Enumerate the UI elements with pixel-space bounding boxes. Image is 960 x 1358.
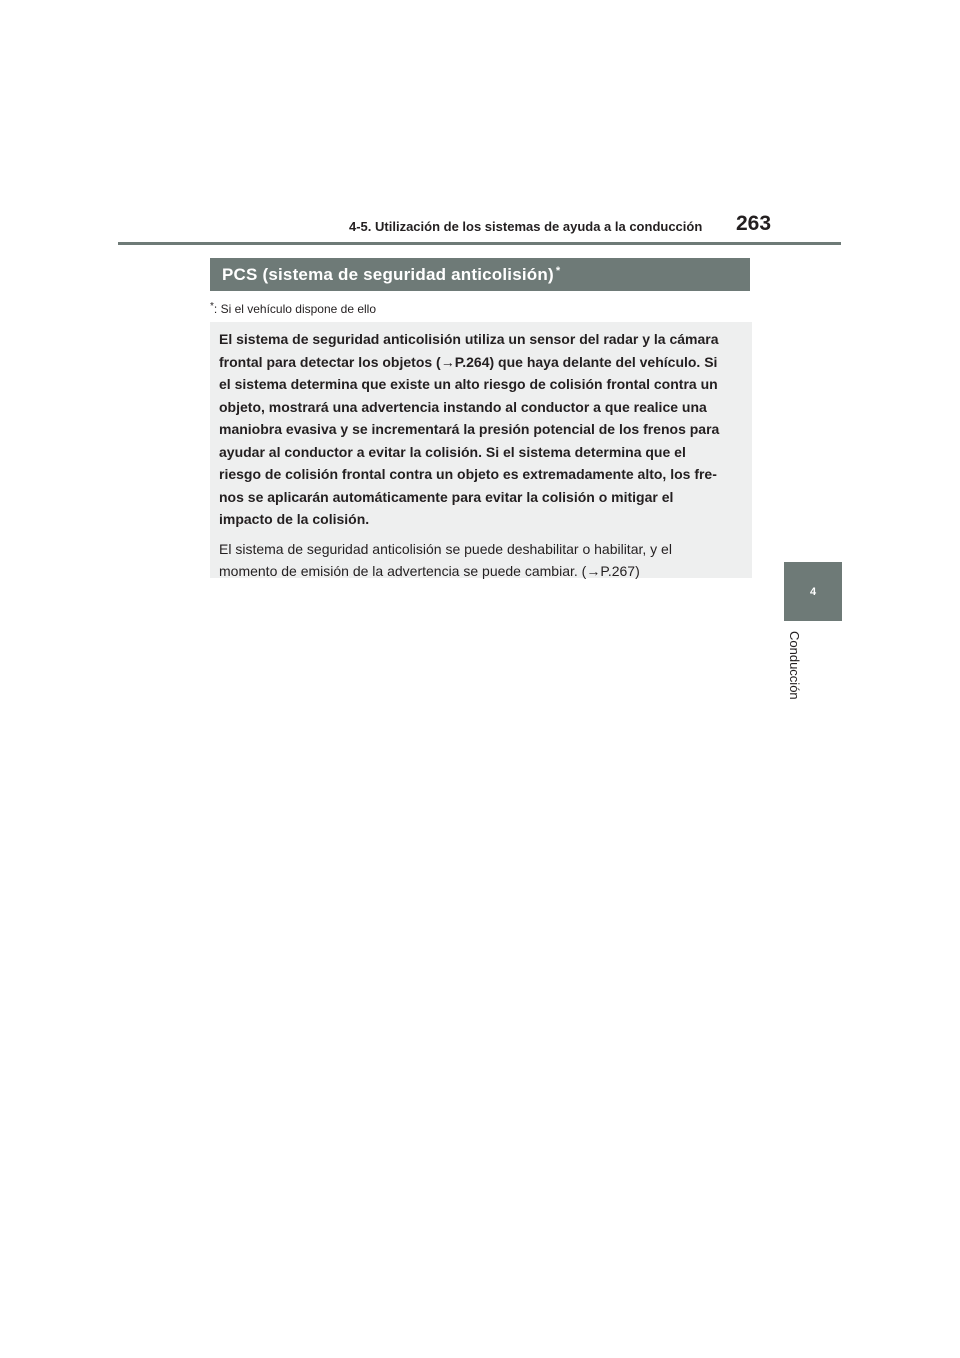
section-title-bar [210,258,750,291]
intro-line: maniobra evasiva y se incrementará la presión potencial de los frenos para [219,421,720,437]
intro-bold-paragraph [219,328,738,531]
intro-line: El sistema de seguridad anticolisión se puede deshabilitar o habilitar, y el [219,540,672,557]
chapter-number: 4 [809,585,817,598]
footnote-asterisk: * [210,301,214,312]
page-number: 263 [736,212,772,235]
section-title: PCS (sistema de seguridad anticolisión) [222,264,554,284]
section-title-asterisk: * [555,264,561,277]
intro-line: el sistema determina que existe un alto riesgo de colisión frontal contra un [219,376,718,392]
intro-line: ayudar al conductor a evitar la colisión. Si el sistema determina que el [219,443,686,460]
intro-line: objeto, mostrará una advertencia instando al conductor a que realice una [219,398,707,415]
chapter-title: Conducción [787,631,802,700]
intro-line: impacto de la colisión. [219,511,370,527]
intro-line: El sistema de seguridad anticolisión utiliza un sensor del radar y la cámara [219,331,719,347]
intro-line: nos se aplicarán automáticamente para evitar la colisión o mitigar el [219,488,674,505]
intro-line: momento de emisión de la advertencia se puede cambiar. (→P.267) [219,563,640,579]
running-header-section: 4-5. Utilización de los sistemas de ayuda a la conducción [349,219,703,234]
intro-box [210,322,752,578]
intro-line: riesgo de colisión frontal contra un objeto es extremadamente alto, los fre- [219,466,717,482]
chapter-tab [784,562,842,621]
intro-normal-paragraph [219,538,738,583]
intro-line: frontal para detectar los objetos (→P.264) que haya delante del vehículo. Si [219,353,718,370]
header-divider [118,242,841,245]
footnote [210,302,376,316]
footnote-text: : Si el vehículo dispone de ello [213,302,377,316]
